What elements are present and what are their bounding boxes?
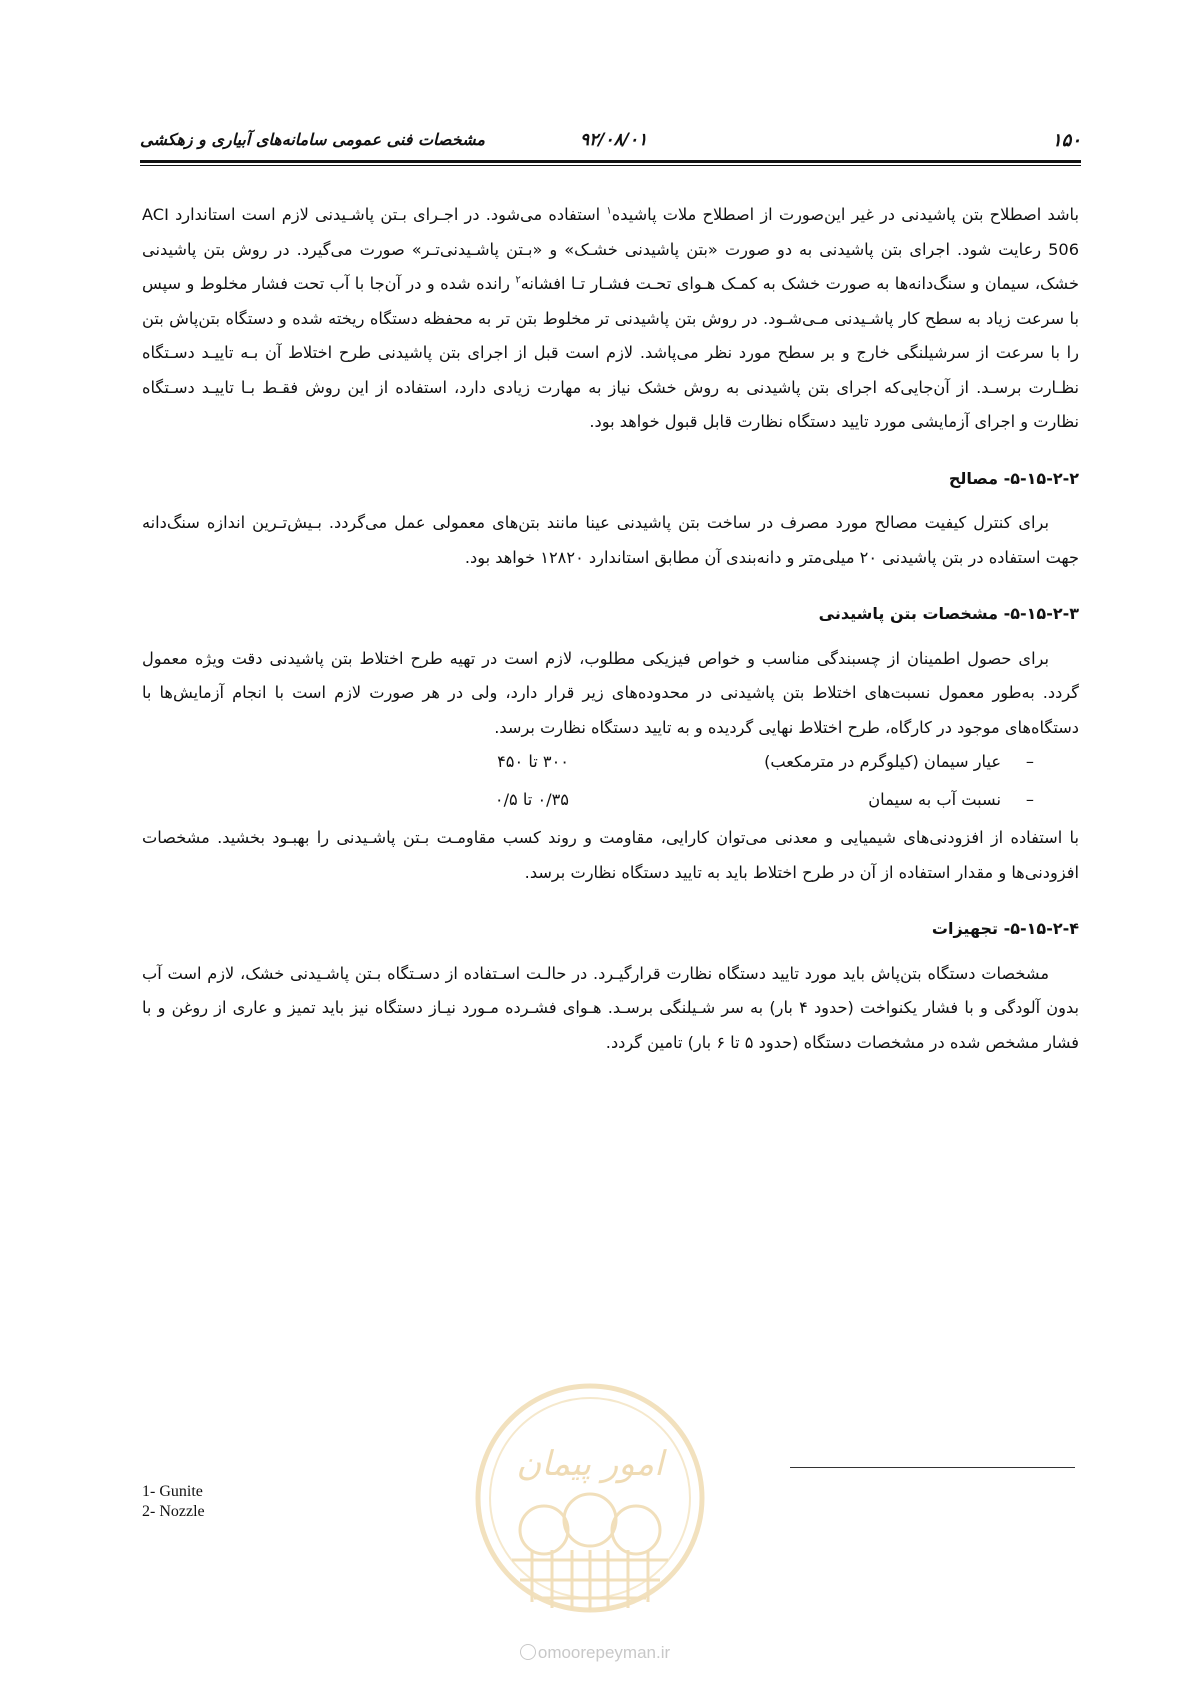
equipment-paragraph: مشخصات دستگاه بتن‌پاش باید مورد تایید دستگاه نظارت قرارگیـرد. در حالـت اسـتفاده از دسـتگاه بـتن پاشـیدنی خشک، لازم است آب بدون آلودگی و با فشار یکنواخت (حدود ۴ بار) به سر شـیلنگی برسـد. هـوای فشـرده مـورد نیـاز دستگاه نیز باید تمیز و عاری از روغن و با فشار مشخص شده در مشخصات دستگاه (حدود ۵ تا ۶ بار) تامین گردد. <box>142 963 1080 1052</box>
footnote-rule <box>790 1467 1075 1468</box>
at-icon <box>520 1644 536 1660</box>
watermark-site-text: omoorepeyman.ir <box>537 1643 671 1662</box>
header-date: ۹۲/۰۸/۰۱ <box>580 130 648 150</box>
section-heading-equipment: ۵-۱۵-۲-۴- تجهیزات <box>931 919 1079 938</box>
footnote-1: 1- Gunite <box>142 1483 203 1500</box>
intro-text-a: باشد اصطلاح بتن پاشیدنی در غیر این‌صورت از اصطلاح ملات پاشیده <box>611 205 1079 224</box>
footnote-mark-1: ۱ <box>606 205 612 217</box>
section-heading-materials: ۵-۱۵-۲-۲- مصالح <box>948 468 1079 488</box>
seal-text: امور پیمان <box>516 1444 664 1484</box>
header-title: مشخصات فنی عمومی سامانه‌های آبیاری و زهکشی <box>140 130 485 149</box>
list-dash: – <box>1025 790 1034 809</box>
list-label: عیار سیمان (کیلوگرم در مترمکعب) <box>764 752 1001 771</box>
footnotes <box>142 1482 205 1522</box>
additives-paragraph: با استفاده از افزودنی‌های شیمیایی و معدنی می‌توان کارایی، مقاومت و روند کسب مقاومـت بـتن پاشـیدنی را بهبـود بخشید. مشخصات افزودنی‌ها و مقدار استفاده از آن در طرح اختلاط باید به تایید دستگاه نظارت برسد. <box>142 828 1079 882</box>
page-body <box>142 198 1079 1060</box>
spec-paragraph: برای حصول اطمینان از چسبندگی مناسب و خواص فیزیکی مطلوب، لازم است در تهیه طرح اختلاط بتن پاشیدنی دقت ویژه معمول گردد. به‌طور معمول نسبت‌های اختلاط بتن پاشیدنی در محدوده‌های زیر قرار دارد، ولی در هر صورت لازم است با انجام آزمایش‌ها با دستگاه‌های موجود در کارگاه، طرح اختلاط نهایی گردیده و به تایید دستگاه نظارت برسد. <box>142 648 1079 737</box>
watermark-seal <box>472 1380 708 1616</box>
list-dash: – <box>1025 752 1034 771</box>
header-rule-thick <box>140 160 1081 163</box>
materials-paragraph: برای کنترل کیفیت مصالح مورد مصرف در ساخت بتن پاشیدنی عینا مانند بتن‌های معمولی عمل می‌گردد. بـیش‌تـرین اندازه سنگ‌دانه جهت استفاده در بتن پاشیدنی ۲۰ میلی‌متر و دانه‌بندی آن مطابق استاندارد ۱۲۸۲۰ خواهد بود. <box>142 513 1079 567</box>
page-number: ۱۵۰ <box>1051 130 1081 151</box>
list-value: ۰/۳۵ تا ۰/۵ <box>494 790 569 809</box>
intro-text-b: استفاده می‌شود. در اجـرای بـتن پاشـیدنی لازم است استاندارد ACI 506 رعایت شود. اجرای بتن پاشیدنی به دو صورت «بتن پاشیدنی خشـک» و «بـتن پاشـیدنی‌تـر» صورت می‌گیرد. در روش بتن پاشیدنی خشک، سیمان و سنگ‌دانه‌ها به صورت خشک به کمـک هـوای تحـت فشـار تـا افشانه <box>142 205 1079 293</box>
footnote-mark-2: ۲ <box>515 274 521 286</box>
header-rule-thin <box>140 165 1081 166</box>
intro-paragraph <box>142 198 1079 440</box>
footnote-2: 2- Nozzle <box>142 1503 205 1520</box>
list-item <box>142 783 1079 821</box>
list-label: نسبت آب به سیمان <box>868 790 1001 809</box>
list-value: ۳۰۰ تا ۴۵۰ <box>497 752 569 771</box>
watermark-url <box>495 1643 695 1663</box>
page-header <box>140 120 1081 156</box>
section-heading-spec: ۵-۱۵-۲-۳- مشخصات بتن پاشیدنی <box>818 604 1079 623</box>
intro-text-c: رانده شده و در آن‌جا با آب تحت فشار مخلوط و سپس با سرعت زیاد به سطح کار پاشـیدنی مـی‌شـود. در روش بتن پاشیدنی تر مخلوط بتن تر به محفظه دستگاه ریخته شده و دستگاه بتن‌پاش بتن را با سرعت از سرشیلنگی خارج و بر سطح مورد نظر می‌پاشد. لازم است قبل از اجرای بتن پاشیدنی طرح اختلاط آن بـه تاییـد دسـتگاه نظـارت برسـد. از آن‌جایی‌که اجرای بتن پاشیدنی به روش خشک نیاز به مهارت زیادی دارد، استفاده از این روش فقـط بـا تاییـد دسـتگاه نظارت و اجرای آزمایشی مورد تایید دستگاه نظارت قابل قبول خواهد بود. <box>142 274 1079 431</box>
list-item <box>142 745 1079 783</box>
